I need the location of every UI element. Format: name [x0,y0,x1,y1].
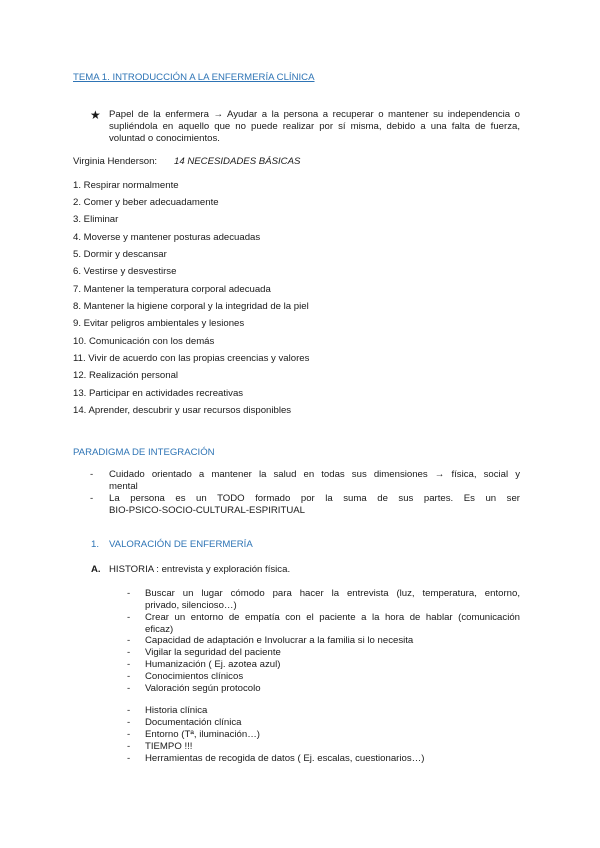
paradigm-heading: PARADIGMA DE INTEGRACIÓN [73,447,215,458]
history-extra-item: Historia clínica [145,705,208,716]
need-item: 10. Comunicación con los demás [73,336,215,347]
history-item-cont: eficaz) [145,624,174,635]
dash-bullet: - [127,659,131,670]
history-item: Humanización ( Ej. azotea azul) [145,659,281,670]
paradigm-item-2-line-2: BIO-PSICO-SOCIO-CULTURAL-ESPIRITUAL [109,505,305,516]
history-item: Vigilar la seguridad del paciente [145,647,281,658]
dash-bullet: - [127,705,131,716]
dash-bullet: - [127,635,131,646]
history-extra-item: Herramientas de recogida de datos ( Ej. escalas, cuestionarios…) [145,753,425,764]
history-extra-item: TIEMPO !!! [145,741,193,752]
need-item: 11. Vivir de acuerdo con las propias creencias y valores [73,353,310,364]
need-item: 4. Moverse y mantener posturas adecuadas [73,232,261,243]
dash-bullet: - [127,741,131,752]
need-item: 9. Evitar peligros ambientales y lesiones [73,318,245,329]
need-item: 5. Dormir y descansar [73,249,167,260]
henderson-heading: 14 NECESIDADES BÁSICAS [174,156,301,167]
dash-bullet: - [127,753,131,764]
nurse-role-line-2: supliéndola en aquello que no puede realizar por sí misma, debido a una falta de fuerza, [109,121,520,132]
dash-bullet: - [127,671,131,682]
need-item: 12. Realización personal [73,370,179,381]
history-item-cont: privado, silencioso…) [145,600,237,611]
nurse-role-line-3: voluntad o conocimientos. [109,133,220,144]
dash-bullet: - [127,683,131,694]
assessment-number: 1. [91,539,100,550]
history-item: Capacidad de adaptación e Involucrar a la familia si lo necesita [145,635,414,646]
dash-bullet: - [127,717,131,728]
dash-bullet: - [127,612,131,623]
history-item: Buscar un lugar cómodo para hacer la entrevista (luz, temperatura, entorno, [145,588,520,599]
need-item: 2. Comer y beber adecuadamente [73,197,219,208]
need-item: 7. Mantener la temperatura corporal adecuada [73,284,271,295]
need-item: 14. Aprender, descubrir y usar recursos disponibles [73,405,292,416]
dash-bullet: - [90,469,94,480]
history-extra-item: Documentación clínica [145,717,242,728]
page-title: TEMA 1. INTRODUCCIÓN A LA ENFERMERÍA CLÍNICA [73,72,315,83]
need-item: 6. Vestirse y desvestirse [73,266,177,277]
need-item: 1. Respirar normalmente [73,180,179,191]
history-extra-item: Entorno (Tª, iluminación…) [145,729,260,740]
history-item: Crear un entorno de empatía con el paciente a la hora de hablar (comunicación [145,612,520,623]
need-item: 13. Participar en actividades recreativas [73,388,244,399]
history-item: Valoración según protocolo [145,683,261,694]
need-item: 3. Eliminar [73,214,119,225]
history-heading: HISTORIA : entrevista y exploración física. [109,564,291,575]
paradigm-item-1-line-1: Cuidado orientado a mantener la salud en todas sus dimensiones → física, social y [109,469,520,480]
paradigm-item-1-line-2: mental [109,481,138,492]
need-item: 8. Mantener la higiene corporal y la integridad de la piel [73,301,309,312]
dash-bullet: - [127,588,131,599]
nurse-role-line-1: Papel de la enfermera → Ayudar a la persona a recuperar o mantener su independencia o [109,109,520,120]
history-letter: A. [91,564,101,575]
dash-bullet: - [127,647,131,658]
dash-bullet: - [127,729,131,740]
paradigm-item-2-line-1: La persona es un TODO formado por la suma de sus partes. Es un ser [109,493,520,504]
henderson-author: Virginia Henderson: [73,156,158,167]
history-item: Conocimientos clínicos [145,671,244,682]
star-bullet-icon: ★ [90,108,101,122]
dash-bullet: - [90,493,94,504]
assessment-heading: VALORACIÓN DE ENFERMERÍA [109,539,253,550]
